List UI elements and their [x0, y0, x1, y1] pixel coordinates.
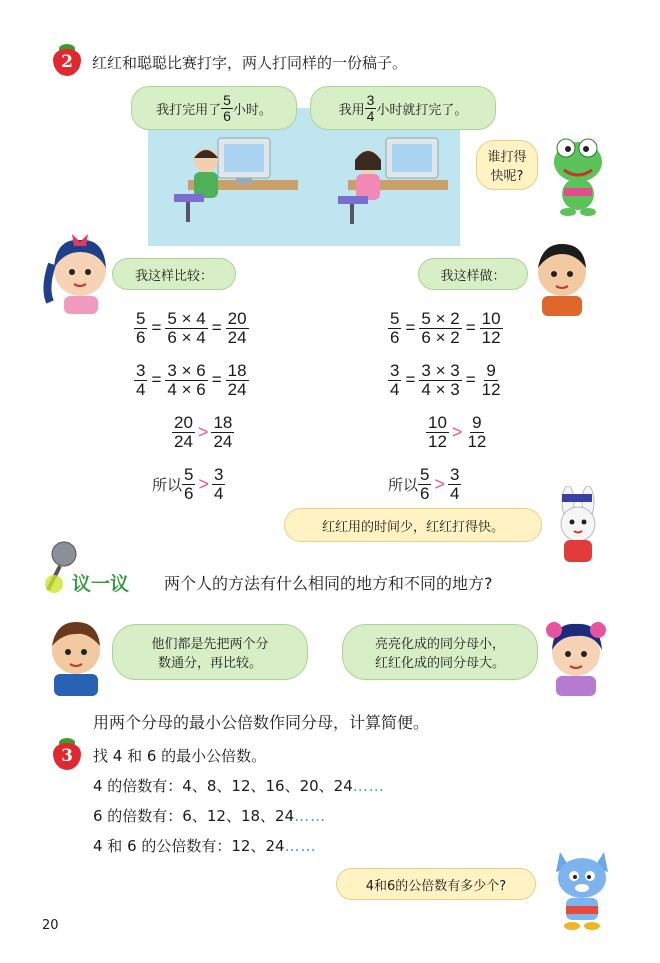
girl-discuss-speech-line2: 红红化成的同分母大。 [374, 656, 505, 671]
girl-discuss-character [544, 612, 610, 696]
problem-text: 红红和聪聪比赛打字，两人打同样的一份稿子。 [92, 54, 408, 72]
frog-question-line1: 谁打得 [487, 150, 527, 165]
rabbit-character [548, 486, 608, 566]
honghong-method-bubble [112, 258, 236, 290]
girl-speech-bubble [131, 86, 297, 130]
boy-speech-pre: 我用 [338, 102, 365, 118]
cat-character [546, 842, 618, 932]
left-calc-compare: $\frac{20}{24}$ > $\frac{18}{24}$ [174, 413, 233, 451]
boy-time-fraction: $\frac{3}{4}$ [366, 91, 375, 124]
left-calc-result: 所以 $\frac{5}{6}$ > $\frac{3}{4}$ [152, 465, 224, 503]
boy-speech-post: 小时就打完了。 [376, 102, 468, 118]
girl-discuss-speech-bubble [342, 624, 538, 680]
right-calc-row2: $\frac{3}{4}$ = $\frac{3 \times 3}{4 \times 3}$ = $\frac{9}{12}$ [390, 361, 501, 399]
liangliang-character [44, 612, 106, 696]
right-calc-row1: $\frac{5}{6}$ = $\frac{5 \times 2}{6 \times 2}$ = $\frac{10}{12}$ [390, 309, 501, 347]
honghong-method-text: 我这样比较： [134, 268, 213, 284]
frog-speech-bubble [476, 140, 538, 190]
common-multiples: 4 和 6 的公倍数有：12、24…… [93, 837, 317, 855]
problem-number-3: 3 [53, 743, 81, 770]
multiples-of-4: 4 的倍数有：4、8、12、16、20、24…… [93, 777, 385, 795]
left-calc-row1: $\frac{5}{6}$ = $\frac{5 \times 4}{6 \times 4}$ = $\frac{20}{24}$ [136, 309, 247, 347]
liangliang-speech-line2: 数通分，再比较。 [157, 656, 262, 671]
problem-number: 2 [53, 49, 81, 76]
liangliang-speech-bubble [112, 624, 308, 680]
cat-speech-bubble [336, 868, 536, 900]
multiples-of-6: 6 的倍数有：6、12、18、24…… [93, 807, 327, 825]
ellipsis-dots: …… [284, 837, 317, 855]
frog-character [548, 132, 608, 218]
frog-question-line2: 快呢? [490, 169, 524, 184]
congcong-character [530, 232, 596, 316]
right-calc-compare: $\frac{10}{12}$ > $\frac{9}{12}$ [428, 413, 487, 451]
section3-problem: 找 4 和 6 的最小公倍数。 [93, 747, 267, 765]
right-calc-result: 所以 $\frac{5}{6}$ > $\frac{3}{4}$ [388, 465, 460, 503]
girl-speech-pre: 我打完用了 [156, 102, 222, 118]
tip-text: 用两个分母的最小公倍数作同分母，计算简便。 [93, 713, 430, 732]
ellipsis-dots: …… [352, 777, 385, 795]
rabbit-speech-bubble [284, 508, 542, 542]
girl-time-fraction: $\frac{5}{6}$ [223, 91, 231, 124]
congcong-method-text: 我这样做： [440, 268, 506, 284]
girl-speech-post: 小时。 [232, 102, 272, 118]
page-number: 20 [42, 918, 59, 933]
problem-number-badge-3 [52, 738, 82, 770]
boy-speech-bubble [310, 86, 496, 130]
cat-speech-text: 4和6的公倍数有多少个? [365, 878, 507, 894]
honghong-character [42, 228, 114, 316]
liangliang-speech-line1: 他们都是先把两个分 [151, 637, 269, 652]
congcong-method-bubble [418, 258, 528, 290]
discuss-title: 议一议 [72, 573, 130, 595]
ellipsis-dots: …… [294, 807, 327, 825]
problem-number-badge [52, 44, 82, 76]
rabbit-speech-text: 红红用的时间少，红红打得快。 [321, 519, 504, 535]
discuss-question: 两个人的方法有什么相同的地方和不同的地方? [164, 574, 493, 593]
left-calc-row2: $\frac{3}{4}$ = $\frac{3 \times 6}{4 \times 6}$ = $\frac{18}{24}$ [136, 361, 247, 399]
girl-discuss-speech-line1: 亮亮化成的同分母小， [374, 637, 505, 652]
